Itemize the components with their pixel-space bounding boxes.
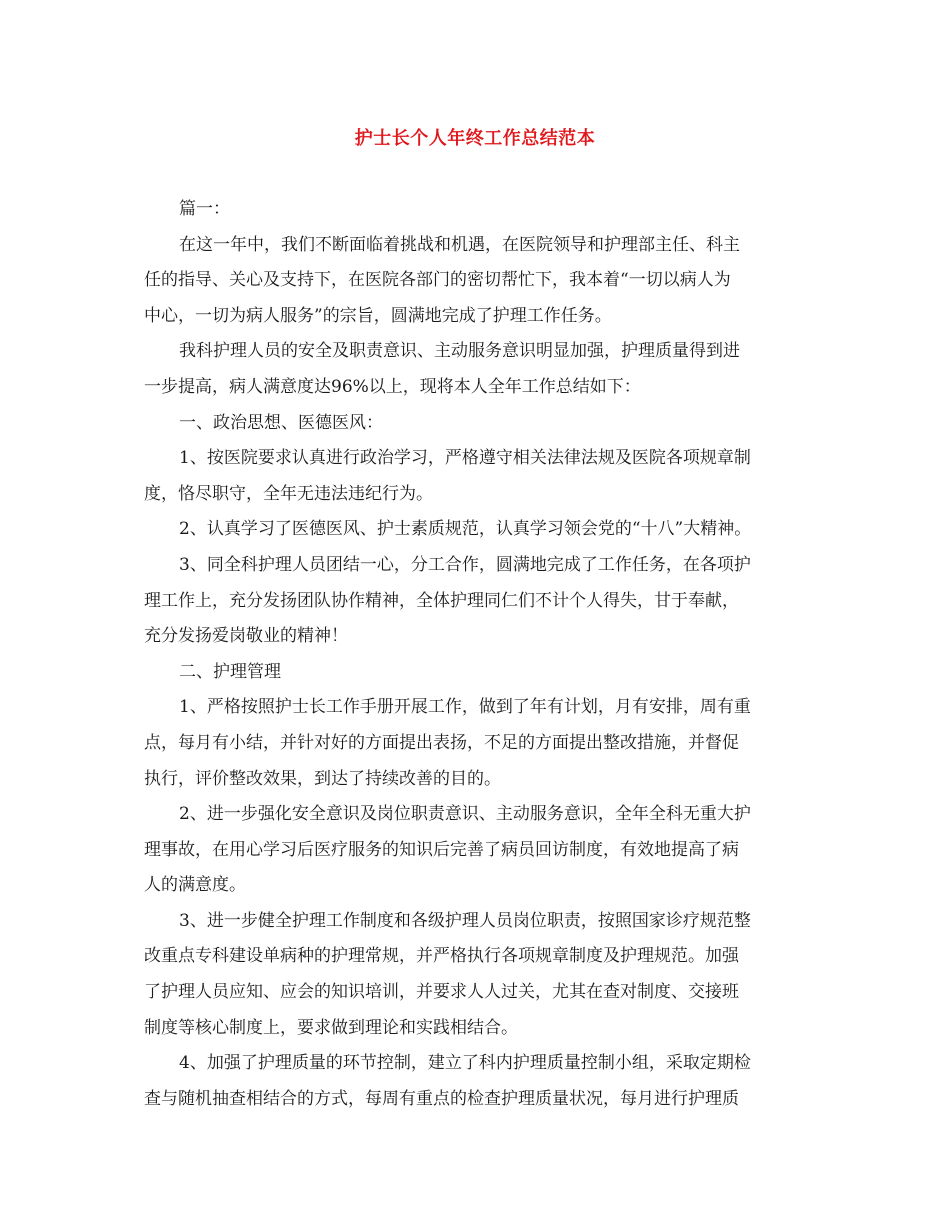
- text-line: 制度等核心制度上，要求做到理论和实践相结合。: [144, 1017, 518, 1038]
- text-line: 执行，评价整改效果，到达了持续改善的目的。: [144, 768, 501, 789]
- text-line: 3、同全科护理人员团结一心，分工合作，圆满地完成了工作任务，在各项护: [179, 554, 751, 575]
- text-line: 在这一年中，我们不断面临着挑战和机遇，在医院领导和护理部主任、科主: [179, 234, 740, 255]
- text-line: 理工作上，充分发扬团队协作精神，全体护理同仁们不计个人得失，甘于奉献，: [144, 590, 739, 611]
- text-line: 人的满意度。: [144, 875, 246, 896]
- document-body: [144, 192, 814, 1117]
- text-line: 我科护理人员的安全及职责意识、主动服务意识明显加强，护理质量得到进: [179, 341, 740, 362]
- text-line: 2、进一步强化安全意识及岗位职责意识、主动服务意识，全年全科无重大护: [179, 804, 751, 825]
- text-line: 3、进一步健全护理工作制度和各级护理人员岗位职责，按照国家诊疗规范整: [179, 910, 751, 931]
- text-line: 改重点专科建设单病种的护理常规，并严格执行各项规章制度及护理规范。加强: [144, 946, 739, 967]
- text-line: 中心，一切为病人服务”的宗旨，圆满地完成了护理工作任务。: [144, 305, 612, 326]
- text-line: 二、护理管理: [179, 661, 281, 682]
- text-line: 一、政治思想、医德医风：: [179, 412, 383, 433]
- text-line: 任的指导、关心及支持下，在医院各部门的密切帮忙下，我本着“一切以病人为: [144, 270, 731, 291]
- text-line: 查与随机抽查相结合的方式，每周有重点的检查护理质量状况，每月进行护理质: [144, 1088, 739, 1109]
- text-line: 2、认真学习了医德医风、护士素质规范，认真学习领会党的“十八”大精神。: [179, 519, 752, 540]
- text-line: 4、加强了护理质量的环节控制，建立了科内护理质量控制小组，采取定期检: [179, 1053, 751, 1074]
- text-line: 篇一：: [179, 199, 230, 219]
- text-line: 度，恪尽职守，全年无违法违纪行为。: [144, 483, 433, 504]
- text-line: 理事故，在用心学习后医疗服务的知识后完善了病员回访制度，有效地提高了病: [144, 839, 739, 860]
- text-line: 点，每月有小结，并针对好的方面提出表扬，不足的方面提出整改措施，并督促: [144, 732, 739, 753]
- text-line: 1、按医院要求认真进行政治学习，严格遵守相关法律法规及医院各项规章制: [179, 448, 751, 469]
- text-line: 了护理人员应知、应会的知识培训，并要求人人过关，尤其在查对制度、交接班: [144, 982, 739, 1003]
- text-line: 一步提高，病人满意度达96%以上，现将本人全年工作总结如下：: [144, 376, 641, 397]
- document-title: 护士长个人年终工作总结范本: [354, 128, 596, 149]
- text-line: 充分发扬爱岗敬业的精神！: [144, 626, 348, 647]
- text-line: 1、严格按照护士长工作手册开展工作，做到了年有计划，月有安排，周有重: [179, 697, 751, 718]
